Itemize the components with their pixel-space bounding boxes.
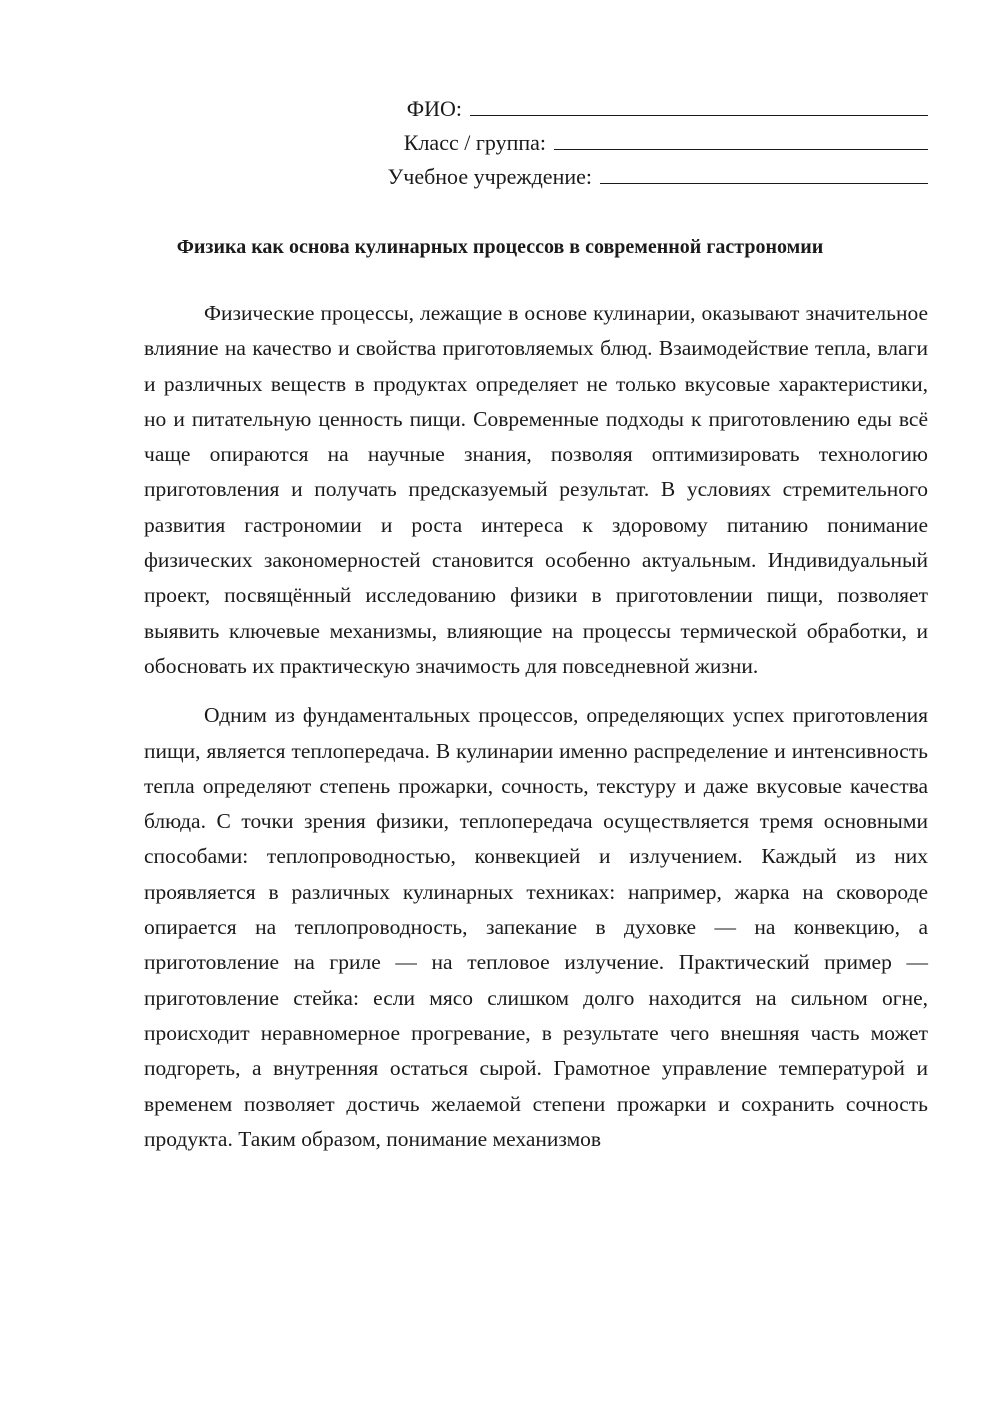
school-field [328,160,928,194]
fio-field [328,92,928,126]
school-blank-line [600,161,928,184]
school-label: Учебное учреждение: [387,164,592,189]
paragraph: Одним из фундаментальных процессов, определяющих успех приготовления пищи, является теплопередача. В кулинарии именно распределение и интенсивность тепла определяют степень прожарки, сочность, текстуру и даже вкусовые качества блюда. С точки зрения физики, теплопередача осуществляется тремя основными способами: теплопроводностью, конвекцией и излучением. Каждый из них проявляется в различных кулинарных техниках: например, жарка на сковороде опирается на теплопроводность, запекание в духовке — на конвекцию, а приготовление на гриле — на тепловое излучение. Практический пример — приготовление стейка: если мясо слишком долго находится на сильном огне, происходит неравномерное прогревание, в результате чего внешняя часть может подгореть, а внутренняя остаться сырой. Грамотное управление температурой и временем позволяет достичь желаемой степени прожарки и сохранить сочность продукта. Таким образом, понимание механизмов [144,703,928,1151]
fio-label: ФИО: [406,96,462,121]
paragraph: Физические процессы, лежащие в основе кулинарии, оказывают значительное влияние на качество и свойства приготовляемых блюд. Взаимодействие тепла, влаги и различных веществ в продуктах определяет не только вкусовые характеристики, но и питательную ценность пищи. Современные подходы к приготовлению еды всё чаще опираются на научные знания, позволяя оптимизировать технологию приготовления и получать предсказуемый результат. В условиях стремительного развития гастрономии и роста интереса к здоровому питанию понимание физических закономерностей становится особенно актуальным. Индивидуальный проект, посвящённый исследованию физики в приготовлении пищи, позволяет выявить ключевые механизмы, влияющие на процессы термической обработки, и обосновать их практическую значимость для повседневной жизни. [144,301,928,678]
document-title: Физика как основа кулинарных процессов в современной гастрономии [176,236,824,258]
fio-blank-line [470,93,928,116]
document-body [144,296,928,1171]
student-info-block [328,92,928,194]
class-label: Класс / группа: [403,130,546,155]
class-field [328,126,928,160]
class-blank-line [554,127,928,150]
